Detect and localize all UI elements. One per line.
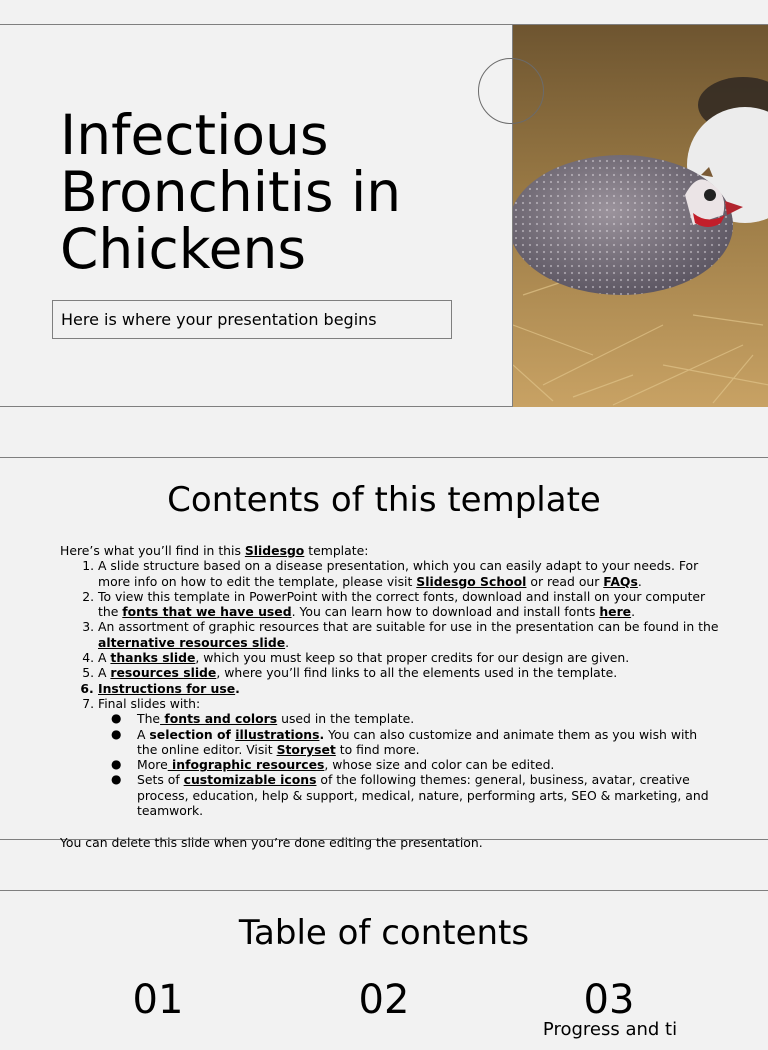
bullet-text: of the following themes: general, business, avatar, creative process, education, help & support, medical, nature, performing arts, SEO & marketing, and teamwork. bbox=[137, 772, 709, 819]
item-text: . bbox=[631, 604, 636, 620]
toc-number-1: 01 bbox=[132, 977, 184, 1023]
toc-number-3: 03 bbox=[583, 977, 635, 1023]
customizable-icons-link[interactable]: customizable icons bbox=[183, 772, 317, 788]
title-line-1: Infectious bbox=[60, 103, 329, 167]
bullet-item bbox=[137, 757, 720, 772]
item-text: A bbox=[98, 650, 111, 666]
fonts-link[interactable]: fonts that we have used bbox=[122, 604, 292, 620]
guinea-fowl-photo bbox=[512, 25, 768, 407]
list-item bbox=[98, 681, 720, 696]
slidesgo-link[interactable]: Slidesgo bbox=[244, 543, 305, 558]
photo-illustration bbox=[513, 25, 768, 407]
title-line-3: Chickens bbox=[60, 217, 307, 281]
title-line-2: Bronchitis in bbox=[60, 160, 402, 224]
item-text: A bbox=[98, 665, 111, 681]
instructions-link[interactable]: Instructions for use bbox=[98, 680, 236, 696]
storyset-link[interactable]: Storyset bbox=[276, 741, 336, 757]
contents-body bbox=[60, 543, 720, 818]
toc-item-title-3: Progress and ti bbox=[542, 1019, 678, 1040]
bullet-text: More bbox=[137, 757, 168, 773]
item-text: or read our bbox=[526, 573, 604, 589]
item-text: An assortment of graphic resources that are suitable for use in the presentation can be found in the bbox=[98, 619, 719, 635]
bullet-text: A bbox=[137, 726, 150, 742]
decorative-circle bbox=[478, 58, 544, 124]
item-text: . bbox=[285, 634, 290, 650]
contents-slide bbox=[0, 457, 768, 840]
item-text: . You can learn how to download and install fonts bbox=[291, 604, 600, 620]
item-text: , which you must keep so that proper credits for our design are given. bbox=[195, 650, 630, 666]
item-text: To view this template in PowerPoint with the correct fonts, download and install on your computer the bbox=[98, 588, 706, 620]
faqs-link[interactable]: FAQs bbox=[603, 573, 638, 589]
list-item bbox=[98, 558, 720, 589]
toc-slide bbox=[0, 890, 768, 1050]
infographic-resources-link[interactable]: infographic resources bbox=[167, 757, 325, 773]
delete-slide-note: You can delete this slide when you’re done editing the presentation. bbox=[60, 835, 483, 850]
toc-number-2: 02 bbox=[358, 977, 410, 1023]
final-slides-list bbox=[98, 711, 720, 818]
bullet-text: used in the template. bbox=[277, 711, 415, 727]
alternative-resources-link[interactable]: alternative resources slide bbox=[98, 634, 286, 650]
intro-suffix: template: bbox=[304, 543, 369, 558]
subtitle-text: Here is where your presentation begins bbox=[61, 310, 377, 329]
toc-heading: Table of contents bbox=[238, 913, 530, 953]
subtitle-box bbox=[52, 300, 452, 339]
intro-prefix: Here’s what you’ll find in this bbox=[60, 543, 245, 558]
list-item bbox=[98, 665, 720, 680]
list-item bbox=[98, 619, 720, 650]
item-text: . bbox=[235, 680, 240, 696]
bullet-text: , whose size and color can be edited. bbox=[324, 757, 555, 773]
list-item bbox=[98, 696, 720, 818]
thanks-slide-link[interactable]: thanks slide bbox=[110, 650, 196, 666]
contents-heading: Contents of this template bbox=[167, 480, 601, 520]
bullet-text: You can also customize and animate them as you wish with the online editor. Visit bbox=[137, 726, 698, 757]
contents-list bbox=[60, 558, 720, 818]
bullet-bold: selection of bbox=[149, 726, 236, 742]
bullet-item bbox=[137, 727, 720, 758]
slidesgo-school-link[interactable]: Slidesgo School bbox=[416, 573, 527, 589]
bullet-text: Sets of bbox=[137, 772, 184, 788]
item-text: A slide structure based on a disease presentation, which you can easily adapt to your needs. For more info on how to edit the template, please visit bbox=[98, 558, 699, 589]
fonts-colors-link[interactable]: fonts and colors bbox=[160, 711, 278, 727]
item-text: . bbox=[637, 573, 642, 589]
item-text: , where you’ll find links to all the elements used in the template. bbox=[216, 665, 618, 681]
resources-slide-link[interactable]: resources slide bbox=[110, 665, 217, 681]
item-text: Final slides with: bbox=[98, 695, 201, 711]
bullet-item bbox=[137, 711, 720, 726]
here-link[interactable]: here bbox=[599, 604, 632, 620]
bullet-bold: . bbox=[319, 726, 325, 742]
bullet-text: to find more. bbox=[335, 741, 420, 757]
bullet-text: The bbox=[137, 711, 161, 727]
presentation-title bbox=[60, 103, 402, 281]
illustrations-link[interactable]: illustrations bbox=[235, 726, 320, 742]
title-slide bbox=[0, 24, 768, 407]
bullet-item bbox=[137, 772, 720, 818]
list-item bbox=[98, 589, 720, 620]
list-item bbox=[98, 650, 720, 665]
contents-intro bbox=[60, 543, 720, 558]
